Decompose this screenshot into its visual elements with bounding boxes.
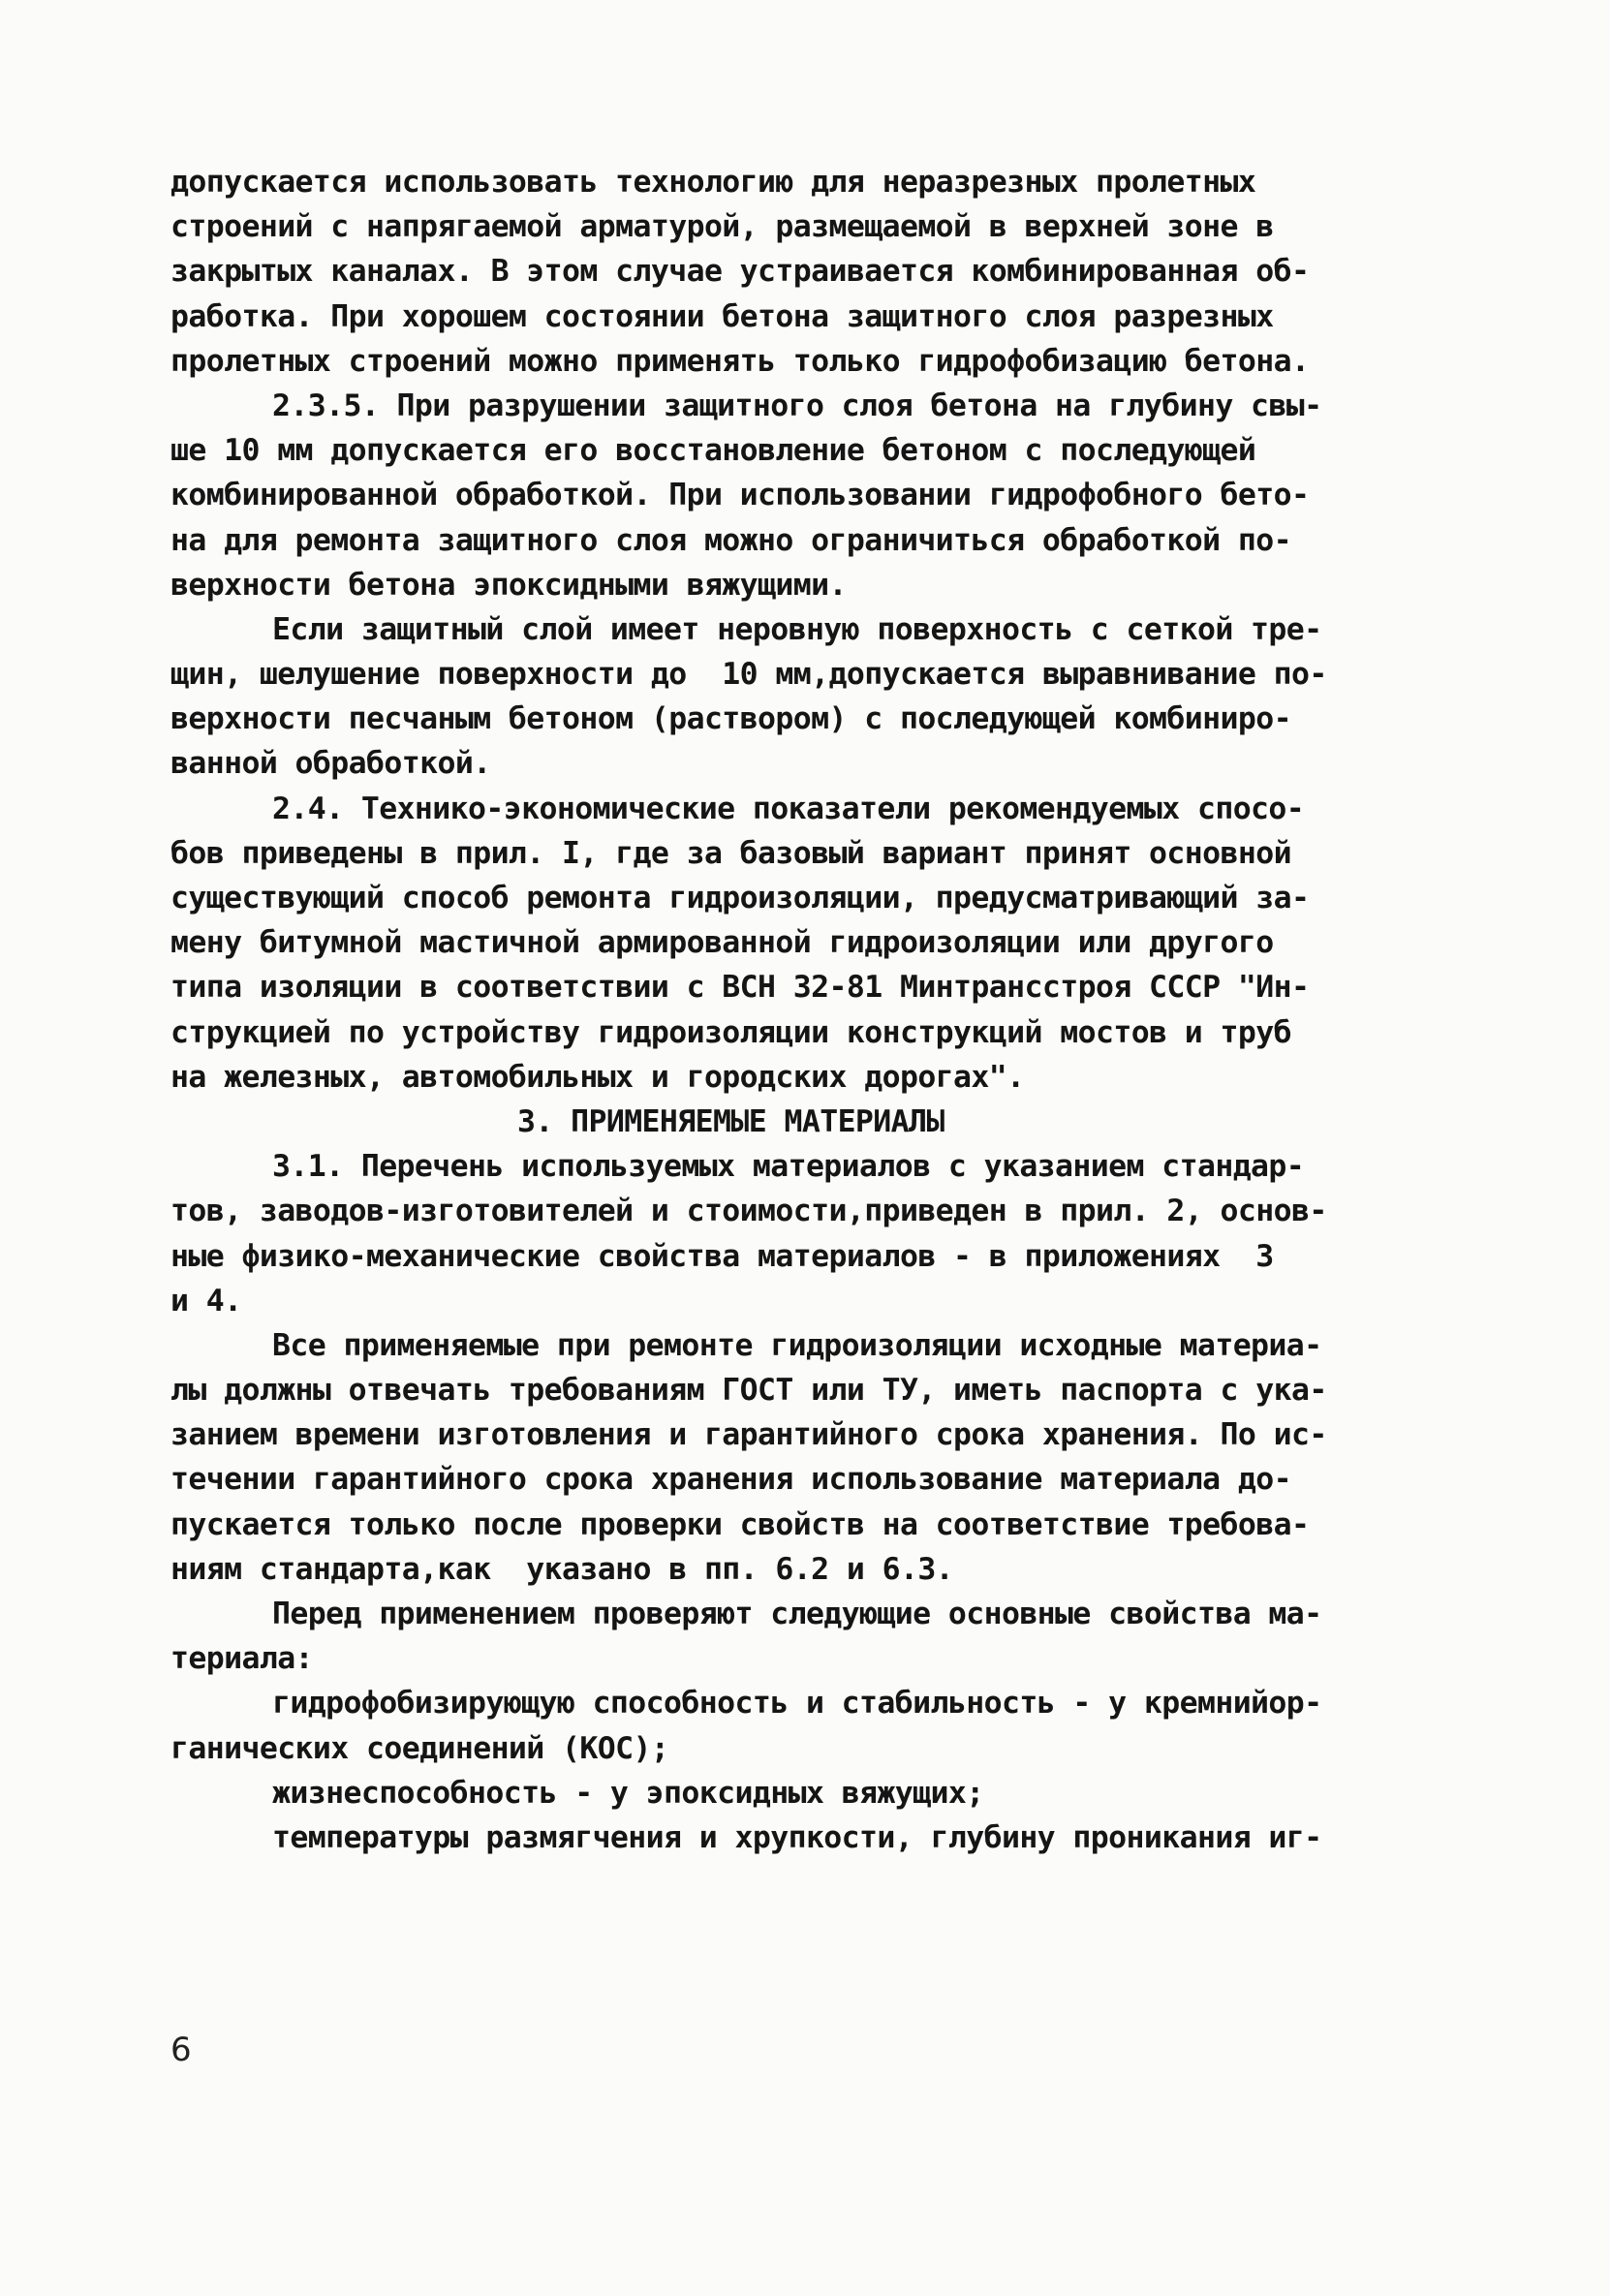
text-line: ганических соединений (КОС); <box>170 1730 669 1766</box>
paragraph-start-2-4: 2.4. Технико-экономические показатели рекомендуемых спосо- <box>272 791 1305 826</box>
text-line: пролетных строений можно применять только гидрофобизацию бетона. <box>170 343 1310 379</box>
text-line: щин, шелушение поверхности до 10 мм,допускается выравнивание по- <box>170 657 1327 693</box>
text-line: верхности бетона эпоксидными вяжущими. <box>170 567 847 603</box>
text-line: тов, заводов-изготовителей и стоимости,приведен в прил. 2, основ- <box>170 1194 1327 1229</box>
text-line: типа изоляции в соответствии с ВСН 32-81 Минтрансстроя СССР "Ин- <box>170 970 1310 1006</box>
text-line: ванной обработкой. <box>170 746 491 782</box>
text-line: на для ремонта защитного слоя можно ограничиться обработкой по- <box>170 522 1291 558</box>
text-line: существующий способ ремонта гидроизоляции, предусматривающий за- <box>170 881 1310 915</box>
text-line: териала: <box>170 1641 313 1677</box>
text-line: занием времени изготовления и гарантийного срока хранения. По ис- <box>170 1417 1327 1453</box>
text-line: ные физико-механические свойства материалов - в приложениях 3 <box>170 1238 1274 1274</box>
text-line: ше 10 мм допускается его восстановление бетоном с последующей <box>170 433 1256 469</box>
text-line: мену битумной мастичной армированной гидроизоляции или другого <box>170 925 1274 961</box>
list-item: жизнеспособность - у эпоксидных вяжущих; <box>272 1775 984 1811</box>
list-item: температуры размягчения и хрупкости, глубину проникания иг- <box>272 1819 1322 1855</box>
text-line: бов приведены в прил. I, где за базовый вариант принят основной <box>170 835 1291 871</box>
text-line: верхности песчаным бетоном (раствором) с последующей комбиниро- <box>170 701 1291 737</box>
list-item: гидрофобизирующую способность и стабильность - у кремнийор- <box>272 1686 1322 1722</box>
paragraph-start: Перед применением проверяют следующие основные свойства ма- <box>272 1597 1322 1631</box>
text-line: течении гарантийного срока хранения использование материала до- <box>170 1462 1291 1498</box>
text-line: допускается использовать технологию для неразрезных пролетных <box>170 165 1256 200</box>
text-line: и 4. <box>170 1283 242 1319</box>
text-line: ниям стандарта,как указано в пп. 6.2 и 6.3. <box>170 1551 954 1587</box>
text-line: закрытых каналах. В этом случае устраивается комбинированная об- <box>170 254 1310 290</box>
text-line: пускается только после проверки свойств на соответствие требова- <box>170 1506 1310 1542</box>
paragraph-start: Если защитный слой имеет неровную поверхность с сеткой тре- <box>272 611 1322 647</box>
text-line: струкцией по устройству гидроизоляции конструкций мостов и труб <box>170 1014 1291 1050</box>
paragraph-start: Все применяемые при ремонте гидроизоляции исходные материа- <box>272 1327 1322 1363</box>
text-line: лы должны отвечать требованиям ГОСТ или ТУ, иметь паспорта с ука- <box>170 1373 1327 1409</box>
body-text <box>170 160 1430 1860</box>
text-line: строений с напрягаемой арматурой, размещаемой в верхней зоне в <box>170 209 1274 245</box>
section-heading: 3. ПРИМЕНЯЕМЫЕ МАТЕРИАЛЫ <box>517 1103 944 1139</box>
text-line: на железных, автомобильных и городских дорогах". <box>170 1059 1025 1095</box>
paragraph-start-3-1: 3.1. Перечень используемых материалов с указанием стандар- <box>272 1149 1305 1185</box>
text-line: комбинированной обработкой. При использовании гидрофобного бето- <box>170 478 1310 513</box>
page-number: 6 <box>170 2031 192 2069</box>
text-line: работка. При хорошем состоянии бетона защитного слоя разрезных <box>170 298 1274 334</box>
paragraph-start-2-3-5: 2.3.5. При разрушении защитного слоя бетона на глубину свы- <box>272 388 1322 423</box>
